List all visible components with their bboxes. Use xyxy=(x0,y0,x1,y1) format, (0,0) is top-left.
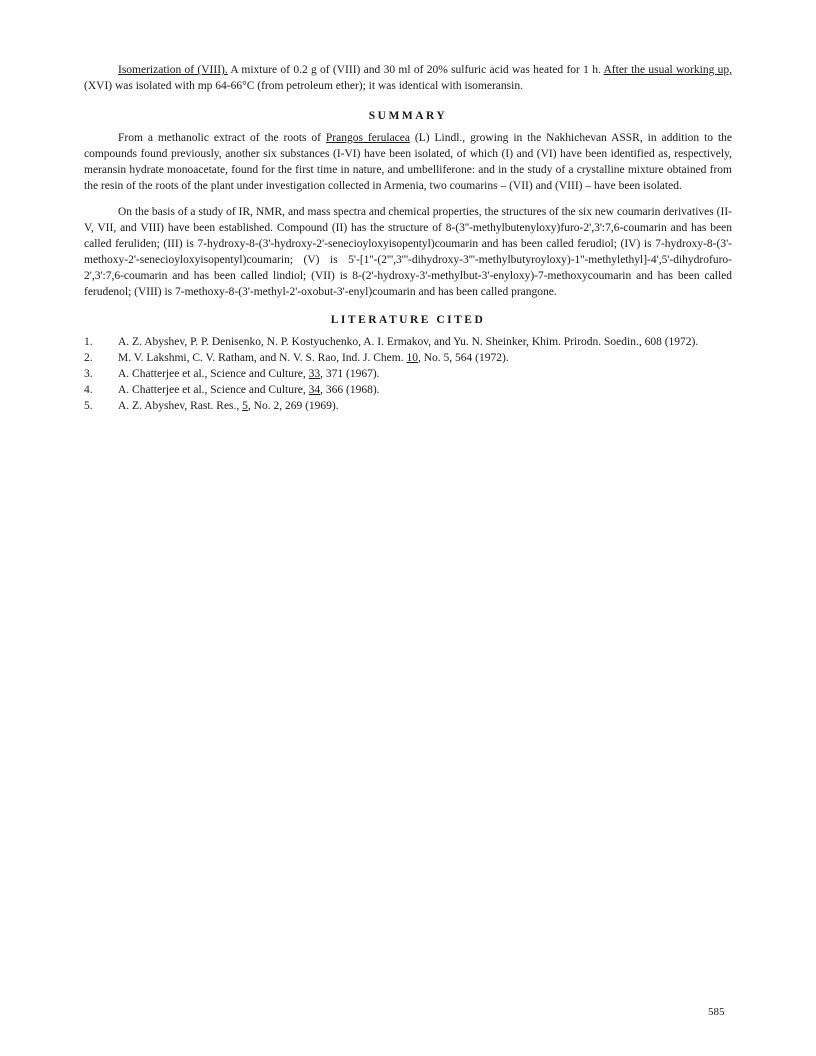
isomerization-underlined-phrase: After the usual working up, xyxy=(603,64,732,76)
reference-number: 5. xyxy=(84,400,93,412)
reference-volume: 34 xyxy=(308,384,321,396)
reference-number: 4. xyxy=(84,384,93,396)
summary-p1-rest: (L) Lindl., growing in the Nakhichevan ASSR, in addition to the compounds found previously, another six substances (I-VI) have been isolated, of which (I) and (VI) have been identified as, respectively, meransin hydrate monoacetate, found for the first time in nature, and umbelliferone: and in the study of a crystalline mixture obtained from the resin of the roots of the plant under investigation collected in Armenia, two coumarins – (VII) and (VIII) – have been isolated. xyxy=(84,132,732,192)
paper-page xyxy=(84,62,732,414)
reference-text-end: , No. 5, 564 (1972). xyxy=(417,352,509,364)
reference-volume: 10 xyxy=(406,352,418,364)
reference-item xyxy=(84,334,732,350)
reference-list xyxy=(84,334,732,414)
literature-heading: LITERATURE CITED xyxy=(330,314,486,326)
summary-paragraph-1 xyxy=(84,130,732,194)
page-number: 585 xyxy=(708,1006,725,1018)
reference-text-end: , 366 (1968). xyxy=(320,384,380,396)
reference-text: M. V. Lakshmi, C. V. Ratham, and N. V. S. Rao, Ind. J. Chem. xyxy=(118,352,407,364)
reference-volume: 33 xyxy=(308,368,321,380)
isomerization-text-2: (XVI) was isolated with mp 64-66°C (from petroleum ether); it was identical with isomeransin. xyxy=(84,80,523,92)
summary-heading: SUMMARY xyxy=(368,110,448,122)
reference-number: 3. xyxy=(84,368,93,380)
reference-text: A. Chatterjee et al., Science and Culture, xyxy=(118,368,309,380)
isomerization-title: Isomerization of (VIII). xyxy=(118,64,228,76)
reference-item xyxy=(84,350,732,366)
summary-paragraph-2: On the basis of a study of IR, NMR, and mass spectra and chemical properties, the structures of the six new coumarin derivatives (II-V, VII, and VIII) have been established. Compound (II) has the structure of 8-(3''-methylbutenyloxy)furo-2',3':7,6-coumarin and has been called feruliden; (III) is 7-hydroxy-8-(3'-hydroxy-2'-senecioyloxyisopentyl)coumarin and has been called ferudiol; (IV) is 7-hydroxy-8-(3'-methoxy-2'-senecioyloxyisopentyl)coumarin; (V) is 5'-[1''-(2''',3'''-dihydroxy-3'''-methylbutyroyloxy)-1''-methylethyl]-4',5'-dihydrofuro-2',3':7,6-coumarin and has been called lindiol; (VII) is 8-(2'-hydroxy-3'-methylbut-3'-enyloxy)-7-methoxycoumarin and has been called ferudenol; (VIII) is 7-methoxy-8-(3'-methyl-2'-oxobut-3'-enyl)coumarin and has been called prangone. xyxy=(84,206,732,298)
reference-volume: 5 xyxy=(242,400,248,412)
reference-item xyxy=(84,382,732,398)
reference-item xyxy=(84,366,732,382)
reference-text: A. Z. Abyshev, P. P. Denisenko, N. P. Kostyuchenko, A. I. Ermakov, and Yu. N. Sheinker, Khim. Prirodn. Soedin., 608 (1972). xyxy=(118,336,699,348)
species-name: Prangos ferulacea xyxy=(325,132,410,144)
isomerization-text-1: A mixture of 0.2 g of (VIII) and 30 ml of 20% sulfuric acid was heated for 1 h. xyxy=(227,64,604,76)
isomerization-paragraph xyxy=(84,62,732,94)
reference-item xyxy=(84,398,732,414)
reference-number: 2. xyxy=(84,352,93,364)
reference-number: 1. xyxy=(84,336,93,348)
reference-text: A. Z. Abyshev, Rast. Res., xyxy=(118,400,243,412)
summary-p1-start: From a methanolic extract of the roots of xyxy=(118,132,326,144)
reference-text: A. Chatterjee et al., Science and Culture, xyxy=(118,384,309,396)
reference-text-end: , No. 2, 269 (1969). xyxy=(247,400,339,412)
reference-text-end: , 371 (1967). xyxy=(320,368,380,380)
